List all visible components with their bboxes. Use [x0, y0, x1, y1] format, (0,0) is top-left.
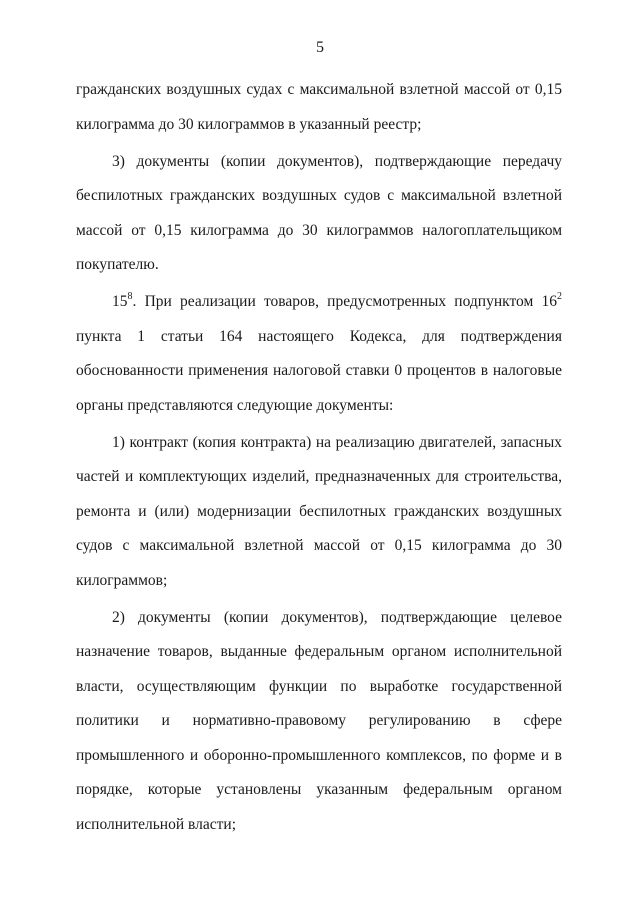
clause-text-b: пункта 1 статьи 164 настоящего Кодекса, для подтверждения обоснованности применения налоговой ставки 0 процентов в налоговые органы представляются следующие документы: [76, 327, 562, 414]
clause-number: 15 [112, 293, 128, 310]
paragraph-item-3: 3) документы (копии документов), подтверждающие передачу беспилотных гражданских воздушных судов с максимальной взлетной массой от 0,15 килограмма до 30 килограммов налогоплательщиком покупателю. [76, 152, 562, 273]
paragraph-continuation: гражданских воздушных судах с максимальной взлетной массой от 0,15 килограмма до 30 килограммов в указанный реестр; [76, 81, 562, 133]
clause-number-superscript: 8 [127, 290, 133, 302]
subclause-superscript: 2 [557, 290, 562, 302]
paragraph-item-1: 1) контракт (копия контракта) на реализацию двигателей, запасных частей и комплектующих изделий, предназначенных для строительства, ремонта и (или) модернизации беспилотных гражданских воздушных судов с максимальной взлетной массой от 0,15 килограмма до 30 килограммов; [76, 433, 562, 589]
page-number: 5 [316, 39, 324, 56]
paragraph-15-8 [76, 285, 562, 423]
clause-text-a: . При реализации товаров, предусмотренных подпунктом 16 [132, 293, 557, 310]
document-body [76, 73, 562, 842]
paragraph-item-2: 2) документы (копии документов), подтверждающие целевое назначение товаров, выданные федеральным органом исполнительной власти, осуществляющим функции по выработке государственной политики и нормативно-правовому регулированию в сфере промышленного и оборонно-промышленного комплексов, по форме и в порядке, которые установлены указанным федеральным органом исполнительной власти; [76, 608, 562, 833]
